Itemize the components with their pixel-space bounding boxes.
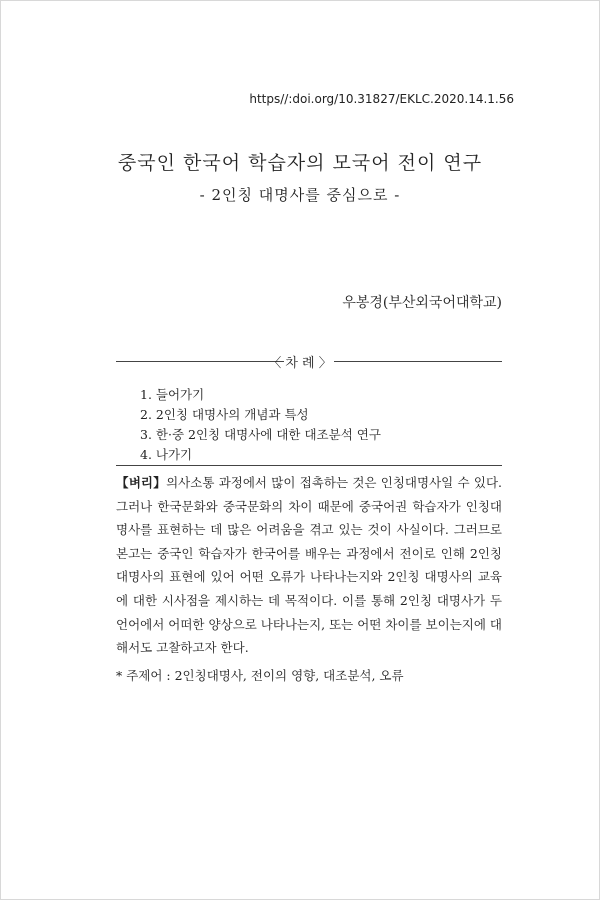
- doi-link[interactable]: https//:doi.org/10.31827/EKLC.2020.14.1.56: [249, 92, 514, 106]
- table-of-contents: [140, 385, 381, 465]
- paper-title: 중국인 한국어 학습자의 모국어 전이 연구: [117, 152, 483, 174]
- toc-item-contrastive-analysis: 3. 한·중 2인칭 대명사에 대한 대조분석 연구: [140, 427, 381, 442]
- toc-item-concept: 2. 2인칭 대명사의 개념과 특성: [140, 407, 309, 422]
- abstract: [116, 471, 502, 660]
- toc-item-conclusion: 4. 나가기: [140, 447, 193, 462]
- toc-heading: 〈 차 례 〉: [268, 356, 332, 371]
- paper-subtitle: - 2인칭 대명사를 중심으로 -: [199, 186, 401, 204]
- abstract-divider: [116, 465, 502, 466]
- keywords: * 주제어 : 2인칭대명사, 전이의 영향, 대조분석, 오류: [116, 668, 404, 683]
- abstract-text: 의사소통 과정에서 많이 접촉하는 것은 인칭대명사일 수 있다. 그러나 한국문화와 중국문화의 차이 때문에 중국어권 학습자가 인칭대명사를 표현하는 데 많은 어려움을 겪고 있는 것이 사실이다. 그러므로 본고는 중국인 학습자가 한국어를 배우는 과정에서 전이로 인해 2인칭 대명사의 표현에 있어 어떤 오류가 나타나는지와 2인칭 대명사의 교육에 대한 시사점을 제시하는 데 목적이다. 이를 통해 2인칭 대명사가 두 언어에서 어떠한 양상으로 나타나는지, 또는 어떤 차이를 보이는지에 대해서도 고찰하고자 한다.: [116, 475, 502, 656]
- toc-item-introduction: 1. 들어가기: [140, 387, 205, 402]
- author-affiliation: 우봉경(부산외국어대학교): [342, 295, 502, 311]
- abstract-label: 【벼리】: [116, 475, 167, 490]
